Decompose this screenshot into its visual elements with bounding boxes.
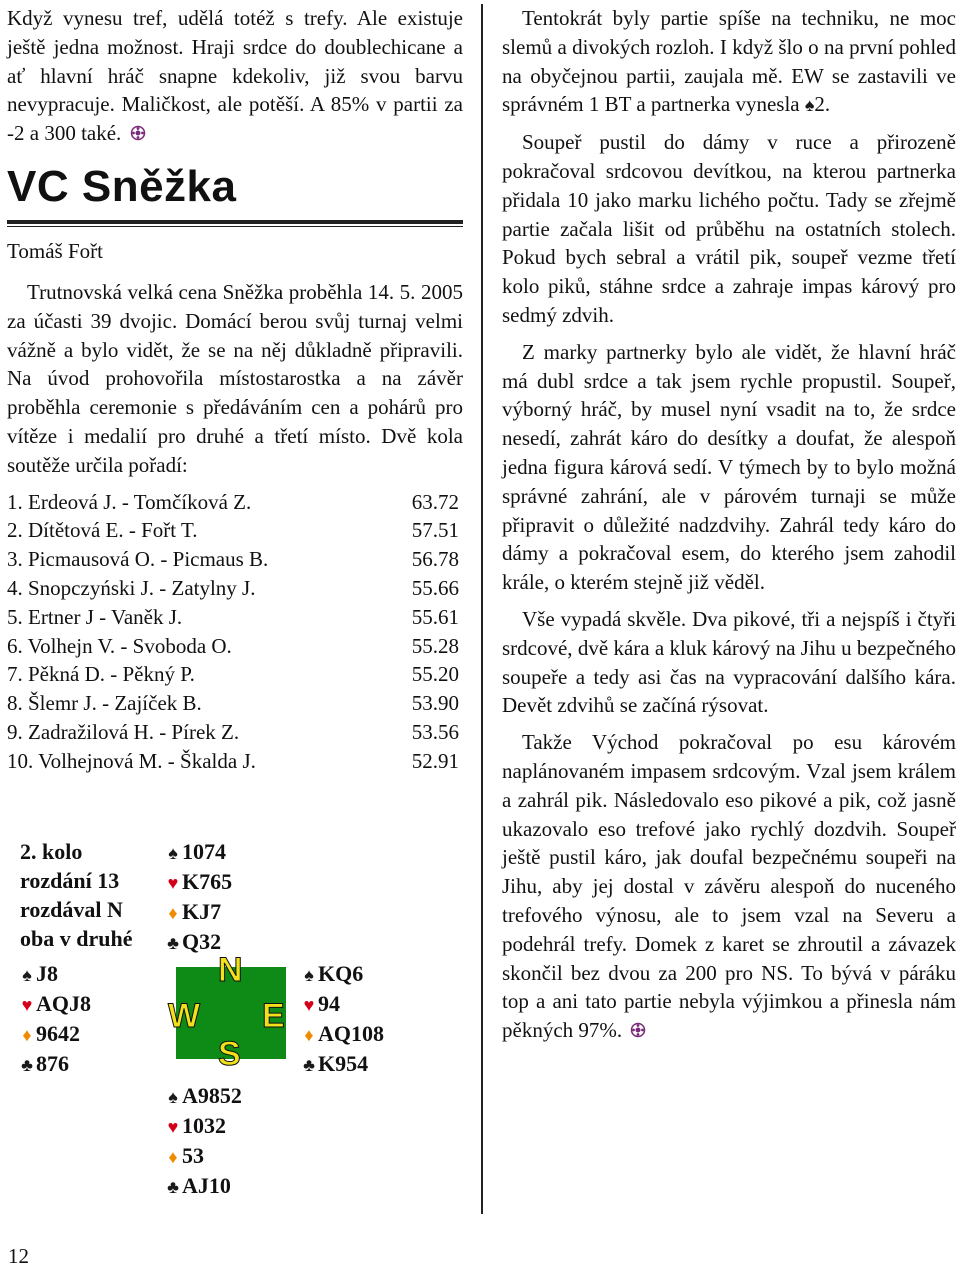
flower-end-icon [630, 1022, 646, 1038]
article-author: Tomáš Fořt [7, 238, 103, 263]
result-row: 4. Snopczyński J. - Zatylny J. 55.66 [7, 575, 459, 600]
result-row: 2. Dítětová E. - Fořt T. 57.51 [7, 518, 459, 543]
result-row: 3. Picmausová O. - Picmaus B. 56.78 [7, 547, 459, 572]
heart-icon: ♥ [167, 1117, 179, 1137]
heart-icon: ♥ [21, 995, 33, 1015]
intro-paragraph: Když vynesu tref, udělá totéž s trefy. Ale existuje ještě jedna možnost. Hraji srdce do doublechicane a ať hlavní hráč snapne kdekoliv, již svou barvu nevypracuje. Maličkost, ale potěší. A 85% v partii za -2 a 300 také. [7, 6, 463, 146]
compass-east: E [262, 997, 285, 1035]
diamond-icon: ♦ [22, 1025, 32, 1045]
page-number: 12 [8, 1244, 29, 1268]
club-icon: ♣ [167, 933, 179, 953]
article-title: VC Sněžka [7, 161, 237, 211]
body-paragraph: Vše vypadá skvěle. Dva pikové, tři a nejspíš i čtyři srdcové, dvě kára a kluk kárový na Jihu u bezpečného soupeře a tedy asi čas na vypracování dalšího kára. Devět zdvihů se začíná rýsovat. [502, 606, 956, 718]
deal-info: 2. kolo rozdání 13 rozdával N oba v druhé [20, 839, 133, 951]
right-column [502, 4, 956, 1053]
body-paragraph: Takže Východ pokračoval po esu károvém naplánovaném impasem srdcovým. Vzal jsem králem a zahrál pik. Následovalo eso pikové a pik, což jasně ukazovalo eso trefové jako rychlý dozdvih. Soupeř ještě pustil káro, jak doufal bezpečnému soupeři na Jihu, aby jej dostal v závěru alespoň do nuceného trefového výnosu, ale to jsem vzal na Severu a podehrál trefy. Domek z karet se zhroutil a závazek skončil bez dvou za 200 pro NS. To bývá v páráku top a ani tato partie nebyla výjimkou a přinesla nám pěkných 97%. [502, 730, 956, 1043]
compass-west: W [168, 997, 201, 1035]
results-table [7, 488, 463, 776]
result-row: 10. Volhejnová M. - Škalda J. 52.91 [7, 748, 459, 773]
diamond-icon: ♦ [304, 1025, 314, 1045]
diamond-icon: ♦ [168, 903, 178, 923]
result-row: 5. Ertner J - Vaněk J. 55.61 [7, 604, 459, 629]
body-paragraph: Trutnovská velká cena Sněžka proběhla 14. 5. 2005 za účasti 39 dvojic. Domácí berou svůj turnaj velmi vážně a bylo vidět, že se na něj důkladně připravili. Na úvod prohovořila místostarostka a na závěr proběhla ceremonie s předáváním cen a pohárů pro vítěze i medalií pro druhé a třetí místo. Dvě kola soutěže určila pořadí: [7, 279, 463, 477]
spade-icon: ♠ [168, 843, 178, 863]
flower-end-icon [130, 125, 146, 141]
spade-icon: ♠ [168, 1087, 178, 1107]
spade-icon: ♠ [304, 965, 314, 985]
body-paragraph: Z marky partnerky bylo ale vidět, že hlavní hráč má dubl srdce a tak jsem rychle propustil. Soupeř, výborný hráč, by musel nyní vsadit na to, že srdce nesedí, zahrát káro do desítky a doufat, že alespoň jedna figura kárová sedí. V týmech by to bylo možná správné zahrání, ale v párovém turnaji se může připravit o důležité nadzdvihy. Zahrál tedy káro do dámy a pokračoval esem, do kterého jsem zahodil krále, o kterém stejně již věděl. [502, 339, 956, 595]
result-row: 6. Volhejn V. - Svoboda O. 55.28 [7, 633, 459, 658]
diamond-icon: ♦ [168, 1147, 178, 1167]
heart-icon: ♥ [303, 995, 315, 1015]
spade-icon: ♠ [22, 965, 32, 985]
compass-box [168, 951, 286, 1073]
title-divider [7, 220, 463, 224]
result-row: 8. Šlemr J. - Zajíček B. 53.90 [7, 691, 459, 716]
result-row: 1. Erdeová J. - Tomčíková Z. 63.72 [7, 489, 459, 514]
club-icon: ♣ [303, 1055, 315, 1075]
result-row: 7. Pěkná D. - Pěkný P. 55.20 [7, 662, 459, 687]
title-divider-thin [7, 226, 463, 227]
result-row: 9. Zadražilová H. - Pírek Z. 53.56 [7, 719, 459, 744]
compass-south: S [218, 1035, 241, 1073]
body-paragraph: Soupeř pustil do dámy v ruce a přirozeně pokračoval srdcovou devítkou, na kterou partnerka přidala 10 jako marku lichého počtu. Tady se zřejmě partie začala lišit od průběhu na ostatních stolech. Pokud bych sebral a vrátil pik, soupeř vezme třetí kolo piků, stáhne srdce a zahraje impas kárový pro sedmý zdvih. [502, 130, 956, 327]
club-icon: ♣ [21, 1055, 33, 1075]
left-column [7, 4, 463, 776]
heart-icon: ♥ [167, 873, 179, 893]
column-divider [481, 4, 483, 1214]
club-icon: ♣ [167, 1177, 179, 1197]
compass-north: N [218, 951, 243, 989]
spade-icon: ♠ [804, 95, 815, 116]
body-paragraph: Tentokrát byly partie spíše na techniku, ne moc slemů a divokých rozloh. I když šlo o na první pohled na obyčejnou partii, zaujala mě. EW se zastavili ve správném 1 BT a partnerka vynesla ♠2. [502, 6, 956, 117]
